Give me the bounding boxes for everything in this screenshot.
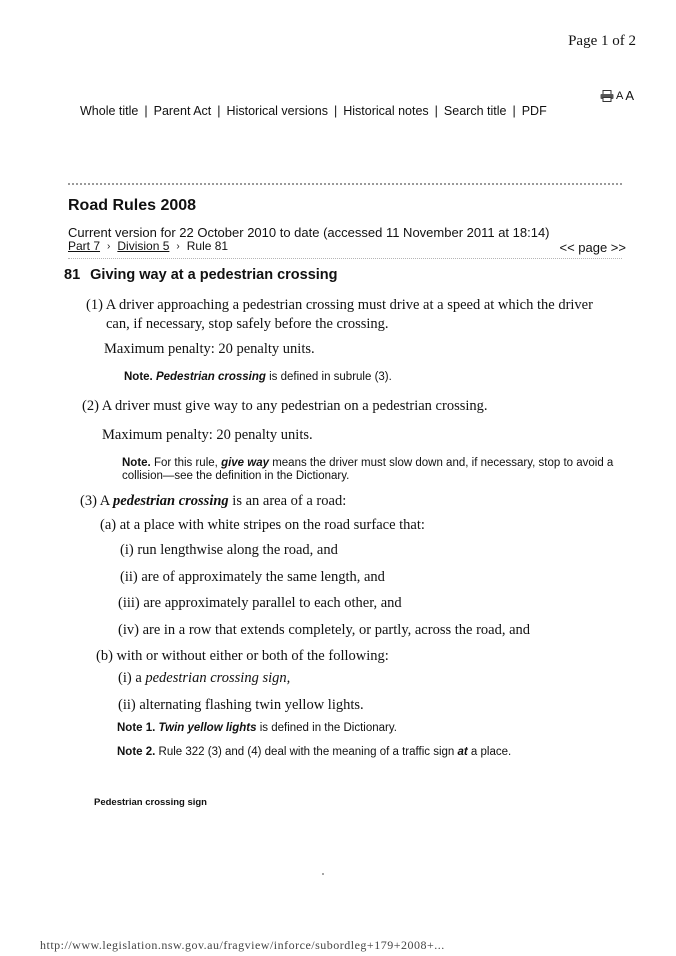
- subparagraph-text: alternating flashing twin yellow lights.: [139, 697, 364, 713]
- chevron-right-icon: ›: [176, 240, 180, 252]
- rule-title: Giving way at a pedestrian crossing: [90, 267, 338, 283]
- subparagraph-label: (ii): [118, 697, 136, 713]
- subrule-label: (2): [82, 398, 99, 414]
- paragraph-text: at a place with white stripes on the road surface that:: [119, 517, 425, 533]
- decrease-font-button[interactable]: A: [615, 89, 624, 102]
- subparagraph-text: are approximately parallel to each other, and: [143, 595, 402, 611]
- note: [122, 457, 622, 483]
- subrule-1: [86, 296, 616, 334]
- subrule-label: (3): [80, 493, 97, 509]
- subrule-text: is an area of a road:: [228, 493, 347, 509]
- note-text: For this rule,: [150, 457, 222, 469]
- document-title: Road Rules 2008: [68, 197, 197, 214]
- paragraph-a: [100, 516, 425, 535]
- defined-term: pedestrian crossing: [113, 493, 229, 509]
- subparagraph-iii: [118, 594, 402, 613]
- note-label: Note 1.: [117, 722, 156, 734]
- breadcrumb: [68, 239, 228, 253]
- breadcrumb-rule: Rule 81: [186, 239, 229, 253]
- historical-notes-link[interactable]: Historical notes: [343, 104, 429, 118]
- note-1: [117, 722, 397, 735]
- defined-term: pedestrian crossing sign,: [145, 670, 291, 686]
- nav-separator: |: [512, 104, 516, 118]
- divider: [68, 183, 622, 185]
- nav-separator: |: [144, 104, 148, 118]
- subparagraph-i: [120, 541, 338, 560]
- toolbar: [600, 88, 634, 103]
- nav-separator: |: [217, 104, 221, 118]
- rule-number: 81: [64, 267, 81, 283]
- breadcrumb-division-link[interactable]: Division 5: [117, 239, 170, 253]
- subrule-2: [82, 397, 488, 416]
- note-label: Note.: [124, 371, 153, 383]
- title-nav-bar: [80, 104, 547, 118]
- nav-separator: |: [434, 104, 438, 118]
- defined-term: give way: [221, 457, 270, 469]
- whole-title-link[interactable]: Whole title: [80, 104, 139, 118]
- penalty-text: Maximum penalty: 20 penalty units.: [102, 427, 313, 443]
- parent-act-link[interactable]: Parent Act: [153, 104, 212, 118]
- defined-term: Pedestrian crossing: [155, 371, 266, 383]
- page-navigation-link[interactable]: << page >>: [559, 240, 626, 255]
- printer-icon[interactable]: [600, 90, 614, 102]
- subparagraph-text: a: [135, 670, 146, 686]
- subparagraph-label: (iv): [118, 622, 139, 638]
- subparagraph-ii: [120, 568, 385, 587]
- subparagraph-iv: [118, 621, 530, 640]
- divider: [68, 258, 622, 259]
- note-2: [117, 746, 511, 759]
- page-number: Page 1 of 2: [568, 33, 636, 49]
- note-label: Note.: [122, 457, 151, 469]
- note-text: a place.: [467, 746, 512, 758]
- subrule-label: (1): [86, 297, 103, 313]
- chevron-right-icon: ›: [107, 240, 111, 252]
- subparagraph-label: (i): [118, 670, 132, 686]
- current-version-text: Current version for 22 October 2010 to date (accessed 11 November 2011 at 18:14): [68, 225, 550, 240]
- subparagraph-ii: [118, 696, 364, 715]
- subparagraph-text: run lengthwise along the road, and: [137, 542, 338, 558]
- breadcrumb-part-link[interactable]: Part 7: [68, 239, 101, 253]
- subparagraph-label: (i): [120, 542, 134, 558]
- penalty-text: Maximum penalty: 20 penalty units.: [104, 341, 315, 357]
- note: [124, 371, 392, 384]
- subparagraph-i: [118, 669, 290, 688]
- subrule-text: A: [99, 493, 114, 509]
- subrule-3: [80, 492, 346, 511]
- note-text: is defined in subrule (3).: [265, 371, 392, 383]
- defined-term: Twin yellow lights: [158, 722, 257, 734]
- pdf-link[interactable]: PDF: [521, 104, 547, 118]
- rule-heading: [64, 267, 338, 283]
- subrule-text: A driver approaching a pedestrian crossing must drive at a speed at which the driver can, if necessary, stop safely before the crossing.: [105, 297, 593, 332]
- historical-versions-link[interactable]: Historical versions: [226, 104, 328, 118]
- subrule-text: A driver must give way to any pedestrian on a pedestrian crossing.: [101, 398, 488, 414]
- subparagraph-text: are in a row that extends completely, or partly, across the road, and: [142, 622, 531, 638]
- paragraph-label: (b): [96, 648, 113, 664]
- paragraph-b: [96, 647, 389, 666]
- footer-url: http://www.legislation.nsw.gov.au/fragview/inforce/subordleg+179+2008+...: [40, 938, 445, 952]
- note-label: Note 2.: [117, 746, 156, 758]
- sign-caption: Pedestrian crossing sign: [94, 797, 207, 808]
- subparagraph-label: (iii): [118, 595, 140, 611]
- scan-speck: [322, 873, 324, 875]
- nav-separator: |: [333, 104, 338, 118]
- note-text: Rule 322 (3) and (4) deal with the meaning of a traffic sign: [155, 746, 458, 758]
- note-text: means the driver must slow down and, if necessary, stop to avoid a collision—see the definition in the Dictionary.: [122, 457, 614, 482]
- search-title-link[interactable]: Search title: [443, 104, 507, 118]
- subparagraph-label: (ii): [120, 569, 138, 585]
- paragraph-text: with or without either or both of the following:: [116, 648, 389, 664]
- note-text: is defined in the Dictionary.: [256, 722, 397, 734]
- increase-font-button[interactable]: A: [625, 88, 634, 103]
- subparagraph-text: are of approximately the same length, and: [141, 569, 385, 585]
- emphasis-term: at: [457, 746, 468, 758]
- paragraph-label: (a): [100, 517, 117, 533]
